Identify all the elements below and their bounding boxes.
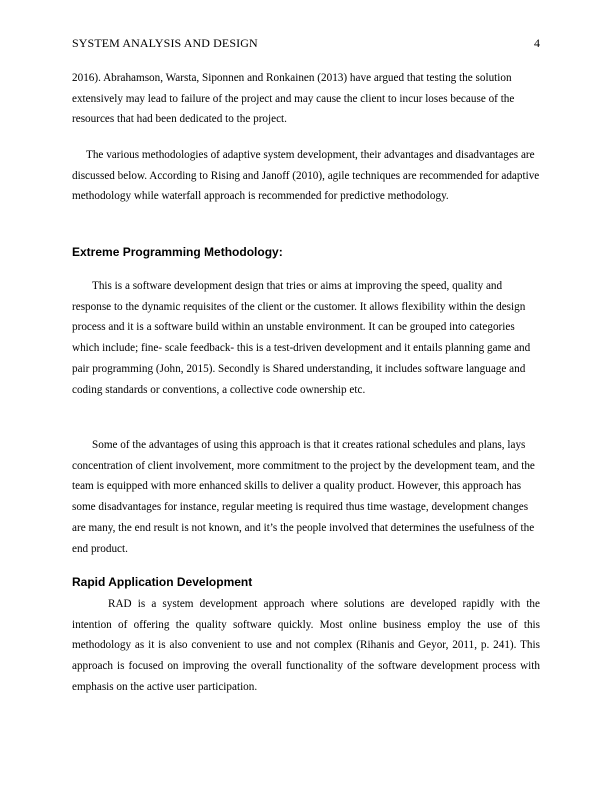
paragraph-xp-advantages: Some of the advantages of using this approach is that it creates rational schedules and plans, lays concentration of client involvement, more commitment to the project by the development team, and the team is equipped with more enhanced skills to deliver a quality product. However, this approach has some disadvantages for instance, regular meeting is required thus time wastage, development changes are many, the end result is not known, and it’s the people involved that determines the usefulness of the end product. [72, 439, 535, 555]
page-number: 4 [534, 36, 540, 50]
heading-rapid-application-development: Rapid Application Development [72, 575, 253, 589]
paragraph-methodologies-intro: The various methodologies of adaptive system development, their advantages and disadvantages are discussed below. According to Rising and Janoff (2010), agile techniques are recommended for adaptive methodology while waterfall approach is recommended for predictive methodology. [72, 149, 540, 203]
running-head: SYSTEM ANALYSIS AND DESIGN [72, 36, 258, 50]
heading-extreme-programming: Extreme Programming Methodology: [72, 245, 283, 259]
paragraph-xp-description: This is a software development design that tries or aims at improving the speed, quality and response to the dynamic requisites of the client or the customer. It allows flexibility within the design process and it is a software build within an unstable environment. It can be grouped into categories which include; fine- scale feedback- this is a test-driven development and it entails planning game and pair programming (John, 2015). Secondly is Shared understanding, it includes software language and coding standards or conventions, a collective code ownership etc. [72, 280, 531, 396]
paragraph-rad-description: RAD is a system development approach where solutions are developed rapidly with the intention of offering the quality software quickly. Most online business employ the use of this methodology as it is also convenient to use and not complex (Rihanis and Geyor, 2011, p. 241). This approach is focused on improving the overall functionality of the software development process with emphasis on the active user participation. [72, 598, 540, 693]
paragraph-continuation: 2016). Abrahamson, Warsta, Siponnen and Ronkainen (2013) have argued that testing the solution extensively may lead to failure of the project and may cause the client to incur loses because of the resources that had been dedicated to the project. [72, 72, 515, 126]
